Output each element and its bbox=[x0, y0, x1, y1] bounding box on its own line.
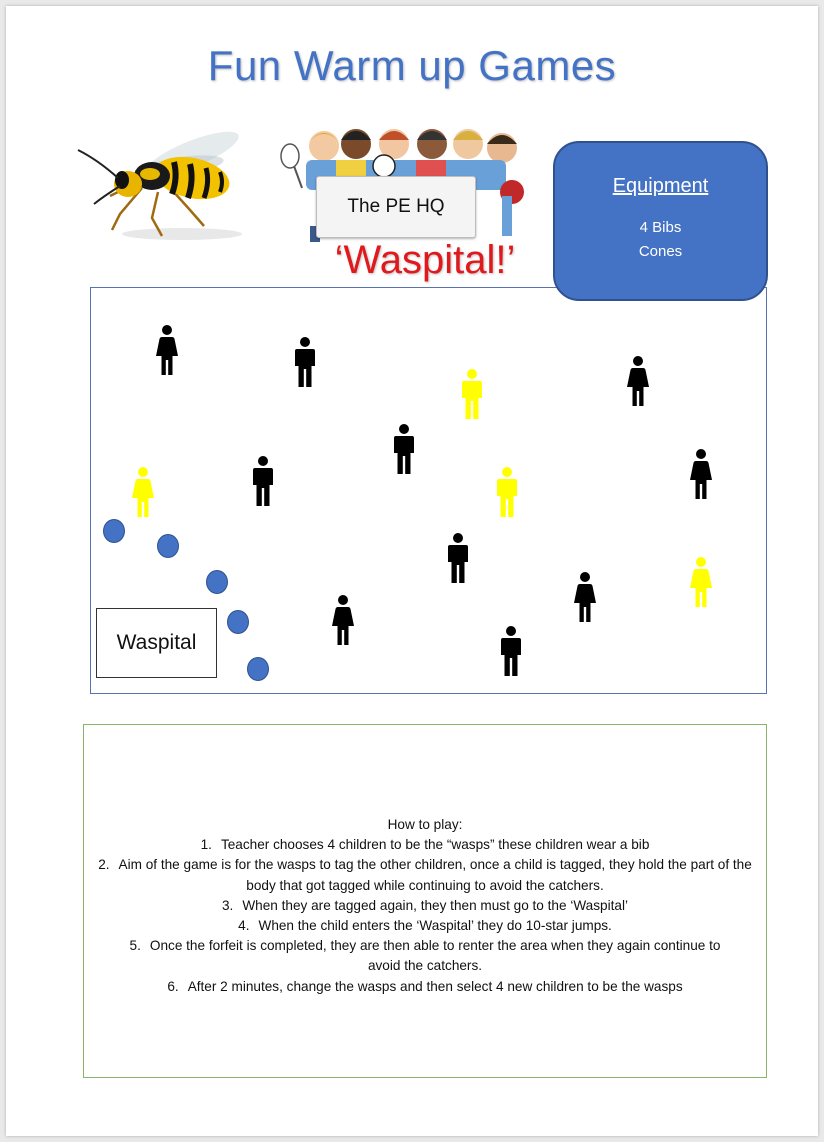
player-icon bbox=[329, 594, 357, 646]
equipment-item: 4 Bibs bbox=[639, 219, 682, 236]
cone-marker bbox=[227, 610, 249, 634]
player-icon bbox=[687, 448, 715, 500]
cone-marker bbox=[206, 570, 228, 594]
player-icon bbox=[497, 625, 525, 677]
cone-marker bbox=[103, 519, 125, 543]
instruction-step: 4. When the child enters the ‘Waspital’ they do 10-star jumps. bbox=[238, 918, 612, 934]
instructions-heading: How to play: bbox=[387, 817, 463, 832]
equipment-heading: Equipment bbox=[612, 175, 709, 197]
player-icon bbox=[249, 455, 277, 507]
instruction-step: 5. Once the forfeit is completed, they are then able to renter the area when they again continue to avoid the catchers. bbox=[129, 938, 721, 974]
wasp-player-icon bbox=[493, 466, 521, 518]
page-title: Fun Warm up Games bbox=[207, 42, 617, 89]
wasp-player-icon bbox=[129, 466, 157, 518]
equipment-box bbox=[553, 141, 768, 301]
waspital-zone: Waspital bbox=[96, 608, 217, 678]
player-icon bbox=[291, 336, 319, 388]
instructions-box bbox=[83, 724, 767, 1078]
cone-marker bbox=[157, 534, 179, 558]
equipment-item: Cones bbox=[638, 243, 683, 260]
player-icon bbox=[153, 324, 181, 376]
logo-banner: The PE HQ bbox=[316, 176, 476, 238]
player-icon bbox=[571, 571, 599, 623]
wasp-player-icon bbox=[687, 556, 715, 608]
player-icon bbox=[624, 355, 652, 407]
game-name: ‘Waspital!’ bbox=[334, 238, 516, 282]
pe-hq-logo bbox=[276, 126, 528, 244]
instruction-step: 3. When they are tagged again, they then must go to the ‘Waspital’ bbox=[222, 897, 628, 913]
wasp-player-icon bbox=[458, 368, 486, 420]
instruction-step: 6. After 2 minutes, change the wasps and then select 4 new children to be the wasps bbox=[167, 978, 683, 994]
instructions-list bbox=[84, 835, 766, 997]
wasp-image bbox=[72, 126, 246, 244]
instruction-step: 2. Aim of the game is for the wasps to tag the other children, once a child is tagged, they hold the part of the body that got tagged while continuing to avoid the catchers. bbox=[98, 857, 752, 893]
player-icon bbox=[390, 423, 418, 475]
cone-marker bbox=[247, 657, 269, 681]
instruction-step: 1. Teacher chooses 4 children to be the “wasps” these children wear a bib bbox=[200, 837, 650, 853]
player-icon bbox=[444, 532, 472, 584]
